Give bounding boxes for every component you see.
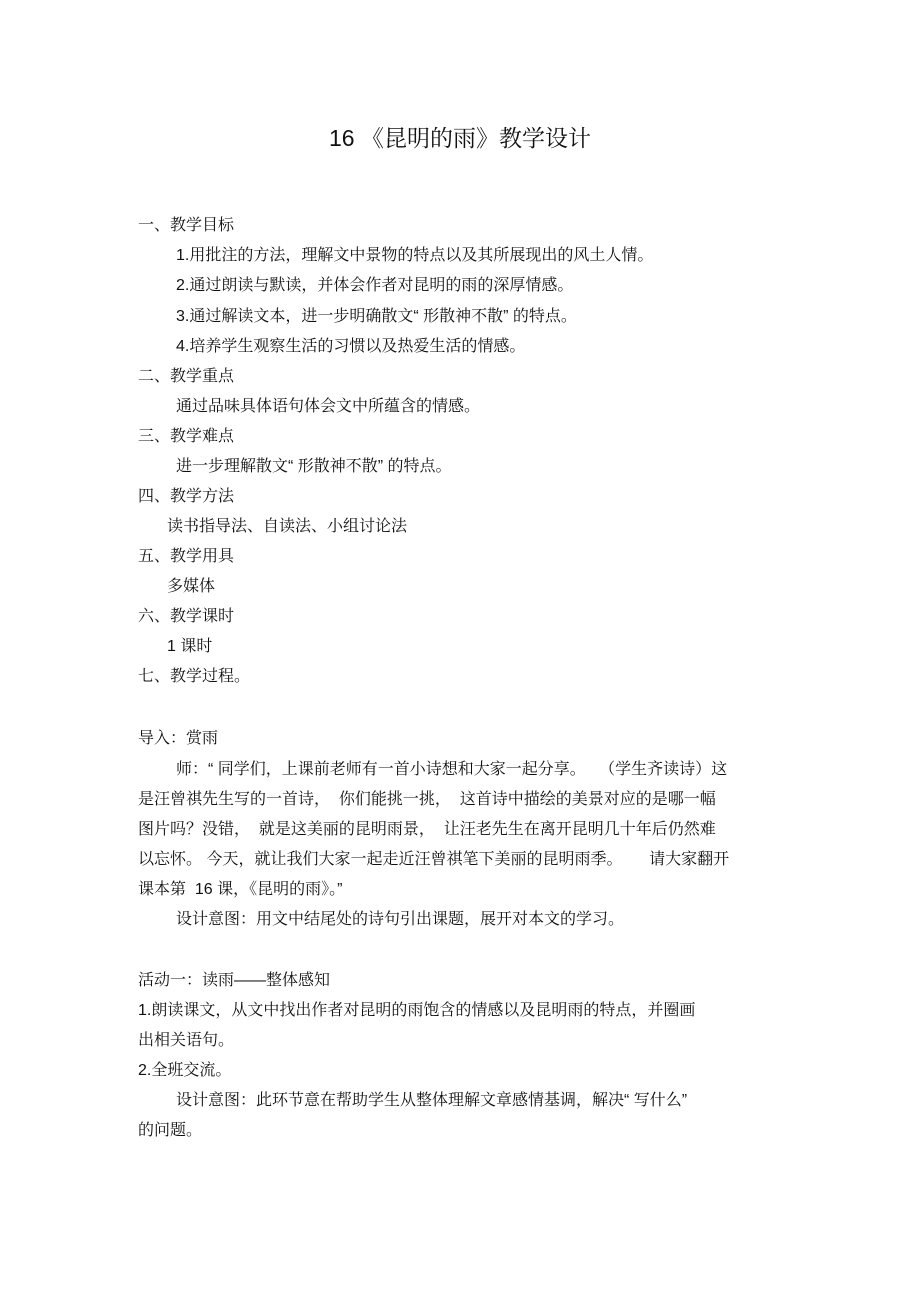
text-line: 的问题。 [138,1122,203,1139]
text-line: 2.通过朗读与默读，并体会作者对昆明的雨的深厚情感。 [176,277,574,294]
document-title: 16 《昆明的雨》教学设计 [329,125,591,151]
text-line: 1.朗读课文，从文中找出作者对昆明的雨饱含的情感以及昆明雨的特点，并圈画 [138,1002,696,1019]
text-line: 1 课时 [167,638,213,655]
section-heading: 活动一：读雨——整体感知 [138,972,331,989]
text-line: 出相关语句。 [138,1032,235,1049]
text-line: 图片吗？没错， 就是这美丽的昆明雨景， 让汪老先生在离开昆明几十年后仍然难 [138,821,716,838]
section-heading: 六、教学课时 [138,608,235,625]
text-line: 1.用批注的方法，理解文中景物的特点以及其所展现出的风土人情。 [176,247,654,264]
text-line: 设计意图：用文中结尾处的诗句引出课题，展开对本文的学习。 [176,911,625,928]
text-line: 课本第 16 课，《昆明的雨》。” [138,881,343,898]
text-line: 读书指导法、自读法、小组讨论法 [167,518,408,535]
text-line: 以忘怀。 今天，就让我们大家一起走近汪曾祺笔下美丽的昆明雨季。 请大家翻开 [138,851,730,868]
text-line: 设计意图：此环节意在帮助学生从整体理解文章感情基调，解决“ 写什么” [176,1092,688,1109]
text-line: 3.通过解读文本，进一步明确散文“ 形散神不散” 的特点。 [176,308,577,325]
text-line: 是汪曾祺先生写的一首诗， 你们能挑一挑， 这首诗中描绘的美景对应的是哪一幅 [138,791,716,808]
section-heading: 五、教学用具 [138,548,235,565]
text-line: 多媒体 [167,578,216,595]
text-line: 2.全班交流。 [138,1062,232,1079]
section-heading: 导入：赏雨 [138,730,219,747]
text-line: 4.培养学生观察生活的习惯以及热爱生活的情感。 [176,338,526,355]
text-line: 通过品味具体语句体会文中所蕴含的情感。 [176,398,481,415]
section-heading: 四、教学方法 [138,488,235,505]
text-line: 进一步理解散文“ 形散神不散” 的特点。 [176,458,452,475]
section-heading: 三、教学难点 [138,428,235,445]
section-heading: 二、教学重点 [138,368,235,385]
section-heading: 一、教学目标 [138,217,235,234]
section-heading: 七、教学过程。 [138,668,251,685]
text-line: 师：“ 同学们，上课前老师有一首小诗想和大家一起分享。 （学生齐读诗）这 [176,761,728,778]
